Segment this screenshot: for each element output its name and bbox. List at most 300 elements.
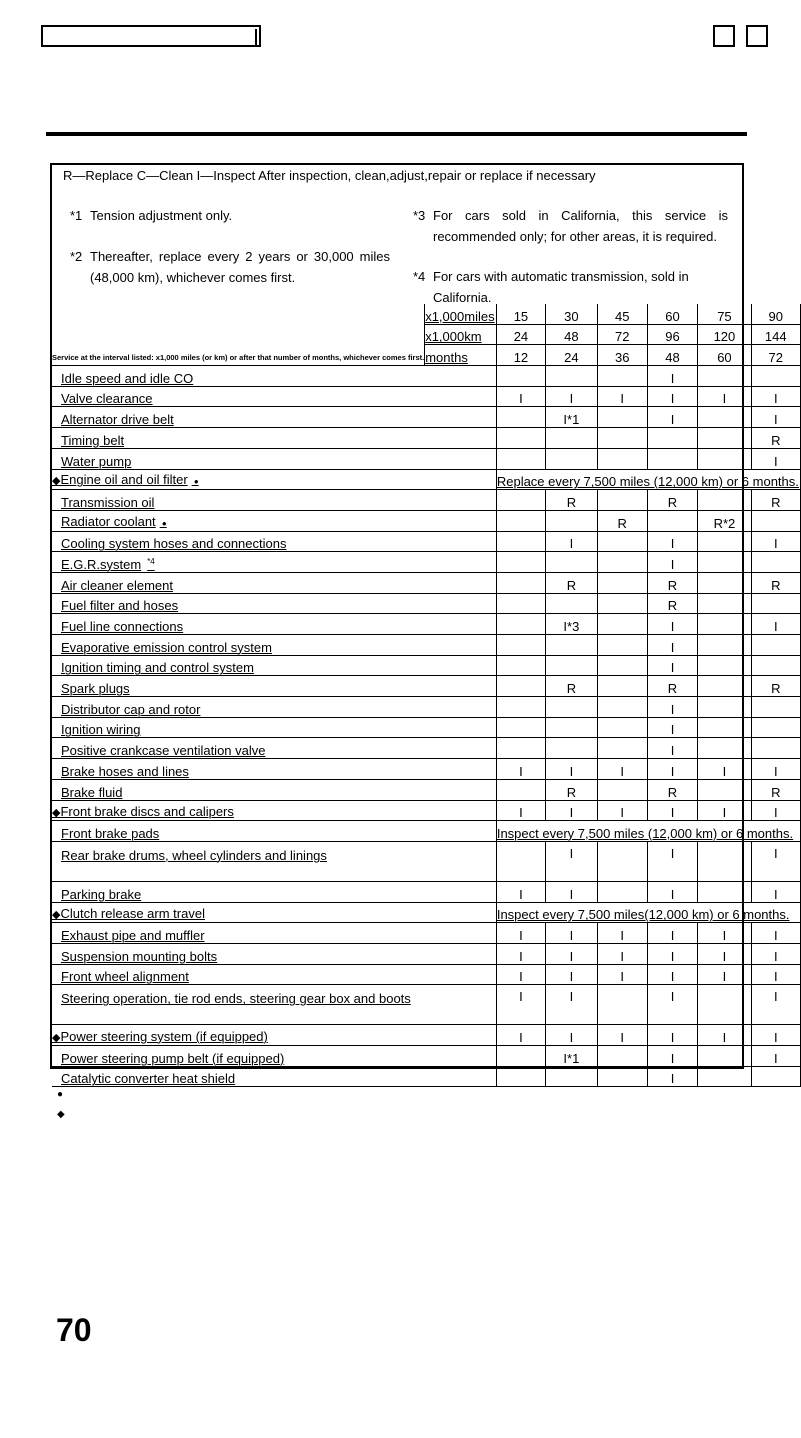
service-cell: [597, 614, 647, 635]
row-label-text: Spark plugs: [61, 681, 130, 697]
service-cell: [546, 552, 598, 573]
service-cell: [647, 428, 698, 449]
km-cell: 72: [597, 324, 647, 345]
service-cell: [698, 985, 751, 1025]
service-cell: [496, 1066, 545, 1087]
schedule-row: [52, 943, 801, 964]
service-cell: R: [647, 490, 698, 511]
row-label: [52, 655, 496, 676]
service-cell: I: [496, 1025, 545, 1046]
service-cell: I: [647, 800, 698, 821]
service-cell: [751, 697, 800, 718]
service-cell: [698, 881, 751, 902]
row-label: [52, 841, 496, 881]
row-label-text: Transmission oil: [61, 494, 155, 510]
service-cell: [698, 841, 751, 881]
row-label-text: Suspension mounting bolts: [61, 948, 218, 964]
row-label-text: Brake hoses and lines: [61, 763, 189, 779]
row-label-text: Valve clearance: [61, 391, 153, 407]
service-cell: I: [698, 1025, 751, 1046]
service-cell: [698, 407, 751, 428]
row-label-text: Clutch release arm travel: [60, 906, 205, 922]
row-label: [52, 779, 496, 800]
row-label: [52, 469, 496, 490]
service-cell: I: [546, 923, 598, 944]
row-label-text: Steering operation, tie rod ends, steering gear box and boots: [61, 991, 411, 1007]
schedule-row: [52, 697, 801, 718]
maintenance-schedule-table: [52, 304, 801, 1087]
header-square-right: [746, 25, 768, 47]
service-cell: [546, 738, 598, 759]
service-cell: I: [751, 1046, 800, 1067]
service-cell: I: [647, 943, 698, 964]
service-cell: R: [546, 490, 598, 511]
service-cell: [698, 655, 751, 676]
row-label: [52, 985, 496, 1025]
service-cell: I: [597, 386, 647, 407]
schedule-row: [52, 676, 801, 697]
service-cell: I: [597, 759, 647, 780]
schedule-row: [52, 821, 801, 842]
row-label-text: Brake fluid: [61, 784, 123, 800]
schedule-row: [52, 635, 801, 656]
schedule-row: [52, 614, 801, 635]
header-square-left: [713, 25, 735, 47]
service-cell: I*1: [546, 407, 598, 428]
schedule-row: [52, 531, 801, 552]
months-cell: 36: [597, 345, 647, 366]
service-cell: [496, 697, 545, 718]
service-cell: I: [751, 407, 800, 428]
dot-mark-icon: ●: [159, 518, 167, 528]
row-label-text: Timing belt: [61, 432, 125, 448]
interval-note: Service at the interval listed: x1,000 miles (or km) or after that number of months, whichever comes first.: [52, 304, 425, 366]
row-label: [52, 593, 496, 614]
row-label-text: E.G.R.system: [61, 556, 142, 572]
schedule-row: [52, 448, 801, 469]
service-cell: R*2: [698, 510, 751, 531]
service-cell: I: [546, 943, 598, 964]
row-label-text: Ignition timing and control system: [61, 660, 254, 676]
service-cell: I: [647, 759, 698, 780]
service-cell: I: [546, 841, 598, 881]
row-label-text: Exhaust pipe and muffler: [61, 927, 205, 943]
service-cell: [496, 510, 545, 531]
row-label: [52, 366, 496, 387]
service-cell: I: [647, 841, 698, 881]
service-cell: [597, 428, 647, 449]
unit-miles: x1,000miles: [425, 304, 497, 324]
service-cell: I: [597, 943, 647, 964]
schedule-row: [52, 985, 801, 1025]
service-cell: I: [496, 881, 545, 902]
service-cell: I: [546, 881, 598, 902]
schedule-row: [52, 902, 801, 923]
service-cell: [751, 510, 800, 531]
service-cell: [597, 1046, 647, 1067]
service-cell: [597, 552, 647, 573]
schedule-row: [52, 738, 801, 759]
diamond-mark-icon: ◆: [52, 475, 61, 488]
row-label: [52, 717, 496, 738]
note-2: *2 Thereafter, replace every 2 years or 30,000 miles (48,000 km), whichever comes first.: [70, 249, 390, 285]
service-cell: [496, 676, 545, 697]
service-cell: [698, 779, 751, 800]
note-4: *4 For cars with automatic transmission, sold in California.: [413, 269, 689, 305]
service-cell: [698, 490, 751, 511]
service-cell: I: [546, 985, 598, 1025]
diamond-mark-icon: ◆: [52, 1032, 61, 1044]
service-cell: [698, 552, 751, 573]
diamond-mark-icon: ◆: [52, 909, 61, 922]
service-cell: I: [647, 923, 698, 944]
row-label-text: Catalytic converter heat shield: [61, 1071, 236, 1087]
service-cell: [496, 531, 545, 552]
service-cell: [496, 635, 545, 656]
service-cell: [496, 428, 545, 449]
service-cell: I: [751, 964, 800, 985]
schedule-row: [52, 593, 801, 614]
service-cell: [496, 552, 545, 573]
service-cell: I: [698, 759, 751, 780]
miles-cell: 60: [647, 304, 698, 324]
service-cell: I: [647, 386, 698, 407]
service-cell: I: [496, 985, 545, 1025]
service-cell: R: [597, 510, 647, 531]
service-cell: [546, 366, 598, 387]
footnote-dot-mark: ●: [57, 1089, 64, 1100]
row-label: [52, 386, 496, 407]
schedule-row: [52, 552, 801, 573]
service-cell: I: [647, 655, 698, 676]
service-cell: I: [546, 1025, 598, 1046]
service-cell: [496, 448, 545, 469]
schedule-row: [52, 717, 801, 738]
schedule-row: [52, 366, 801, 387]
row-label-text: Power steering pump belt (if equipped): [61, 1050, 285, 1066]
schedule-row: [52, 490, 801, 511]
service-cell: I: [597, 1025, 647, 1046]
service-cell: I: [647, 1046, 698, 1067]
km-cell: 24: [496, 324, 545, 345]
row-label-text: Evaporative emission control system: [61, 639, 272, 655]
service-cell: [597, 985, 647, 1025]
service-cell: I: [647, 1025, 698, 1046]
service-cell: I: [698, 800, 751, 821]
service-cell: I: [546, 386, 598, 407]
schedule-row: [52, 923, 801, 944]
service-cell: [597, 635, 647, 656]
schedule-row: [52, 572, 801, 593]
service-cell: [597, 366, 647, 387]
header-box: [41, 25, 261, 47]
row-label: [52, 738, 496, 759]
service-cell: I: [751, 614, 800, 635]
unit-months: months: [425, 345, 497, 366]
service-cell: [597, 779, 647, 800]
unit-km: x1,000km: [425, 324, 497, 345]
schedule-row: [52, 841, 801, 881]
months-cell: 72: [751, 345, 800, 366]
service-cell: R: [546, 676, 598, 697]
row-label: [52, 428, 496, 449]
row-label: [52, 572, 496, 593]
service-cell: [496, 779, 545, 800]
service-cell: I: [647, 635, 698, 656]
service-cell: [546, 1066, 598, 1087]
service-cell: [546, 697, 598, 718]
service-cell: R: [751, 572, 800, 593]
service-cell: [698, 614, 751, 635]
service-cell: [597, 1066, 647, 1087]
interval-span-cell: Inspect every 7,500 miles (12,000 km) or 6 months.: [496, 821, 800, 842]
row-label: [52, 510, 496, 531]
service-cell: I: [546, 759, 598, 780]
row-label-text: Front brake pads: [61, 825, 160, 841]
service-cell: [597, 531, 647, 552]
service-cell: I: [496, 943, 545, 964]
row-label-text: Water pump: [61, 453, 132, 469]
service-cell: I: [496, 759, 545, 780]
service-cell: [751, 593, 800, 614]
service-cell: I: [751, 881, 800, 902]
service-cell: [496, 490, 545, 511]
row-label-text: Fuel line connections: [61, 619, 184, 634]
service-cell: I*1: [546, 1046, 598, 1067]
service-cell: [496, 614, 545, 635]
service-cell: [698, 366, 751, 387]
service-cell: I: [647, 366, 698, 387]
interval-span-cell: Replace every 7,500 miles (12,000 km) or 6 months.: [496, 469, 800, 490]
service-cell: I: [597, 800, 647, 821]
service-cell: I: [546, 800, 598, 821]
service-cell: I: [751, 448, 800, 469]
service-cell: I: [751, 985, 800, 1025]
row-label: [52, 1066, 496, 1087]
service-cell: [546, 635, 598, 656]
row-label-text: Engine oil and oil filter: [60, 472, 188, 488]
service-cell: I: [751, 759, 800, 780]
row-label-text: Cooling system hoses and connections: [61, 536, 287, 552]
service-cell: [698, 593, 751, 614]
service-cell: [496, 738, 545, 759]
service-cell: I: [546, 531, 598, 552]
service-cell: [698, 676, 751, 697]
service-cell: [496, 655, 545, 676]
service-cell: I: [751, 923, 800, 944]
miles-cell: 30: [546, 304, 598, 324]
schedule-row: [52, 779, 801, 800]
row-label: [52, 552, 496, 573]
row-label: [52, 676, 496, 697]
schedule-row: [52, 386, 801, 407]
service-cell: [597, 490, 647, 511]
service-cell: I: [647, 531, 698, 552]
header-row-miles: [52, 304, 801, 324]
service-cell: I: [496, 964, 545, 985]
service-cell: [698, 635, 751, 656]
service-cell: [597, 697, 647, 718]
months-cell: 12: [496, 345, 545, 366]
service-cell: [597, 676, 647, 697]
km-cell: 144: [751, 324, 800, 345]
service-cell: [751, 635, 800, 656]
service-cell: I: [647, 697, 698, 718]
schedule-row: [52, 1066, 801, 1087]
page-number: 70: [56, 1312, 92, 1348]
row-label: [52, 490, 496, 511]
row-label: [52, 800, 496, 821]
service-cell: I: [647, 881, 698, 902]
service-cell: [597, 655, 647, 676]
schedule-row: [52, 881, 801, 902]
row-label-text: Fuel filter and hoses: [61, 598, 179, 614]
service-cell: [698, 448, 751, 469]
service-cell: [597, 407, 647, 428]
row-label: [52, 635, 496, 656]
service-cell: R: [546, 779, 598, 800]
row-label-text: Ignition wiring: [61, 722, 141, 738]
service-cell: I: [647, 985, 698, 1025]
service-cell: [647, 510, 698, 531]
service-cell: I: [698, 964, 751, 985]
row-label-text: Idle speed and idle CO: [61, 370, 194, 386]
km-cell: 120: [698, 324, 751, 345]
row-label-text: Positive crankcase ventilation valve: [61, 743, 266, 759]
service-cell: [597, 593, 647, 614]
service-cell: I: [698, 943, 751, 964]
service-cell: [496, 572, 545, 593]
months-cell: 60: [698, 345, 751, 366]
service-cell: I: [698, 386, 751, 407]
schedule-row: [52, 800, 801, 821]
service-cell: [546, 428, 598, 449]
service-cell: R: [751, 779, 800, 800]
schedule-row: [52, 964, 801, 985]
service-cell: I: [647, 1066, 698, 1087]
row-label-text: Parking brake: [61, 886, 142, 902]
service-cell: R: [751, 676, 800, 697]
header-rule: [46, 132, 747, 136]
dot-mark-icon: ●: [191, 477, 199, 487]
service-cell: I: [647, 552, 698, 573]
service-cell: [751, 552, 800, 573]
service-cell: I: [698, 923, 751, 944]
miles-cell: 15: [496, 304, 545, 324]
miles-cell: 90: [751, 304, 800, 324]
service-cell: [597, 881, 647, 902]
service-cell: R: [751, 490, 800, 511]
schedule-row: [52, 1046, 801, 1067]
service-cell: [597, 572, 647, 593]
service-cell: [597, 717, 647, 738]
schedule-row: [52, 1025, 801, 1046]
service-cell: [751, 1066, 800, 1087]
service-cell: I: [647, 614, 698, 635]
row-label: [52, 407, 496, 428]
service-cell: [698, 738, 751, 759]
service-cell: [496, 593, 545, 614]
service-cell: [698, 572, 751, 593]
row-label: [52, 614, 496, 635]
legend: R—Replace C—Clean I—Inspect After inspection, clean,adjust,repair or replace if necessary: [63, 168, 596, 183]
service-cell: [496, 407, 545, 428]
service-cell: I: [496, 923, 545, 944]
service-cell: R: [647, 779, 698, 800]
service-cell: R: [647, 676, 698, 697]
months-cell: 48: [647, 345, 698, 366]
service-cell: R: [546, 572, 598, 593]
service-cell: I: [496, 800, 545, 821]
service-cell: I: [647, 407, 698, 428]
service-cell: [698, 428, 751, 449]
service-cell: [698, 717, 751, 738]
diamond-mark-icon: ◆: [52, 807, 61, 820]
row-label: [52, 881, 496, 902]
service-cell: [546, 593, 598, 614]
service-cell: I: [751, 800, 800, 821]
service-cell: I: [751, 531, 800, 552]
km-cell: 48: [546, 324, 598, 345]
service-cell: [496, 1046, 545, 1067]
row-label-text: Alternator drive belt: [61, 412, 174, 428]
service-cell: R: [751, 428, 800, 449]
schedule-row: [52, 469, 801, 490]
service-cell: R: [647, 572, 698, 593]
service-cell: I: [751, 1025, 800, 1046]
schedule-row: [52, 655, 801, 676]
interval-span-cell: Inspect every 7,500 miles(12,000 km) or 6 months.: [496, 902, 800, 923]
service-cell: [546, 510, 598, 531]
service-cell: [698, 1046, 751, 1067]
service-cell: I: [597, 964, 647, 985]
miles-cell: 45: [597, 304, 647, 324]
service-cell: R: [647, 593, 698, 614]
miles-cell: 75: [698, 304, 751, 324]
schedule-row: [52, 510, 801, 531]
footnote-diamond-mark: ◆: [57, 1109, 65, 1120]
service-cell: [597, 738, 647, 759]
row-label: [52, 1046, 496, 1067]
row-label-text: Radiator coolant: [61, 513, 156, 529]
service-cell: [496, 717, 545, 738]
row-label-text: Rear brake drums, wheel cylinders and linings: [61, 847, 327, 863]
service-cell: I: [546, 964, 598, 985]
service-cell: [496, 841, 545, 881]
service-cell: I*3: [546, 614, 598, 635]
row-label-text: Power steering system (if equipped): [60, 1029, 268, 1044]
row-label-text: Front brake discs and calipers: [60, 804, 234, 820]
row-label: [52, 531, 496, 552]
service-cell: [751, 738, 800, 759]
row-label-text: Front wheel alignment: [61, 969, 189, 985]
service-cell: I: [597, 923, 647, 944]
row-label-text: Distributor cap and rotor: [61, 701, 201, 717]
service-cell: [597, 448, 647, 469]
service-cell: [698, 531, 751, 552]
service-cell: I: [647, 964, 698, 985]
row-label: [52, 448, 496, 469]
note-3: *3 For cars sold in California, this service is recommended only; for other areas, it is required.: [413, 208, 728, 244]
service-cell: I: [496, 386, 545, 407]
service-cell: I: [751, 841, 800, 881]
service-cell: [751, 655, 800, 676]
row-label: [52, 923, 496, 944]
service-cell: [597, 841, 647, 881]
row-label: [52, 964, 496, 985]
row-label: [52, 943, 496, 964]
service-cell: I: [751, 943, 800, 964]
